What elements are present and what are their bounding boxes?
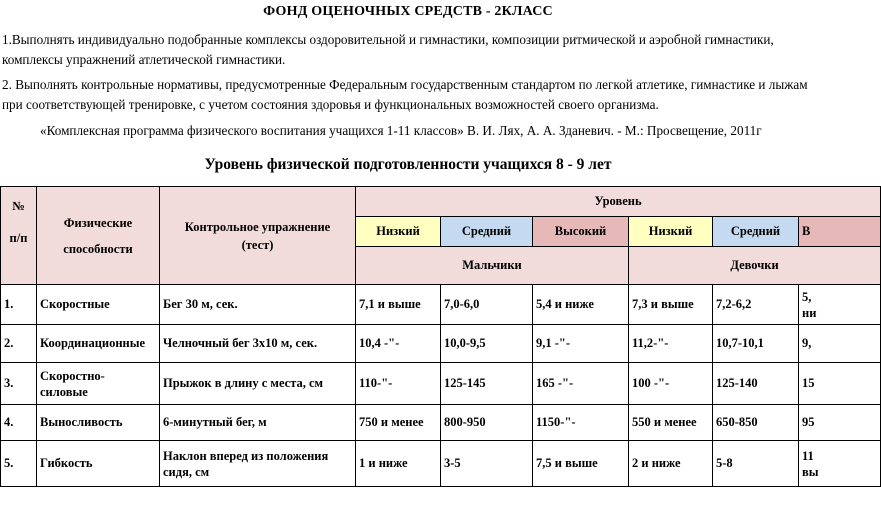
row-number: 2. bbox=[1, 325, 37, 363]
row-boys-low: 750 и менее bbox=[356, 405, 441, 441]
fitness-table bbox=[0, 186, 881, 487]
row-girls-low: 11,2-"- bbox=[629, 325, 713, 363]
header-girls: Девочки bbox=[629, 247, 881, 285]
row-boys-high: 9,1 -"- bbox=[533, 325, 629, 363]
row-boys-mid: 10,0-9,5 bbox=[441, 325, 533, 363]
document-title: ФОНД ОЦЕНОЧНЫХ СРЕДСТВ - 2КЛАСС bbox=[263, 4, 553, 19]
row-number: 3. bbox=[1, 363, 37, 405]
header-boys-mid: Средний bbox=[441, 217, 533, 247]
row-boys-high: 165 -"- bbox=[533, 363, 629, 405]
row-girls-mid: 5-8 bbox=[713, 441, 799, 487]
row-girls-mid: 125-140 bbox=[713, 363, 799, 405]
row-girls-low: 100 -"- bbox=[629, 363, 713, 405]
table-row bbox=[1, 363, 881, 405]
header-ability: Физические способности bbox=[37, 187, 160, 285]
table-row bbox=[1, 325, 881, 363]
row-exercise: Бег 30 м, сек. bbox=[160, 285, 356, 325]
table-row bbox=[1, 405, 881, 441]
row-girls-low: 7,3 и выше bbox=[629, 285, 713, 325]
row-boys-low: 1 и ниже bbox=[356, 441, 441, 487]
row-boys-low: 7,1 и выше bbox=[356, 285, 441, 325]
row-boys-high: 1150-"- bbox=[533, 405, 629, 441]
header-boys-low: Низкий bbox=[356, 217, 441, 247]
row-boys-low: 110-"- bbox=[356, 363, 441, 405]
header-boys: Мальчики bbox=[356, 247, 629, 285]
paragraph-2: 2. Выполнять контрольные нормативы, предусмотренные Федеральным государственным стандартом по легкой атлетике, гимнастике и лыжам при соответствующей тренировке, с учетом состояния здоровья и функциональных возможностей своего организма. bbox=[2, 77, 808, 112]
row-boys-mid: 800-950 bbox=[441, 405, 533, 441]
row-girls-low: 2 и ниже bbox=[629, 441, 713, 487]
row-boys-high: 7,5 и выше bbox=[533, 441, 629, 487]
row-girls-high: 9, bbox=[799, 325, 881, 363]
row-girls-high: 5, ни bbox=[799, 285, 881, 325]
row-ability: Выносливость bbox=[37, 405, 160, 441]
row-exercise: Челночный бег 3х10 м, сек. bbox=[160, 325, 356, 363]
paragraph-1: 1.Выполнять индивидуально подобранные комплексы оздоровительной и гимнастики, композиции ритмической и аэробной гимнастики, комплексы упражнений атлетической гимнастики. bbox=[2, 32, 774, 67]
header-girls-low: Низкий bbox=[629, 217, 713, 247]
row-exercise: Наклон вперед из положения сидя, см bbox=[160, 441, 356, 487]
row-girls-high: 15 bbox=[799, 363, 881, 405]
row-exercise: 6-минутный бег, м bbox=[160, 405, 356, 441]
row-boys-low: 10,4 -"- bbox=[356, 325, 441, 363]
program-reference: «Комплексная программа физического воспитания учащихся 1-11 классов» В. И. Лях, А. А. Зданевич. - М.: Просвещение, 2011г bbox=[40, 123, 762, 138]
row-girls-mid: 650-850 bbox=[713, 405, 799, 441]
table-row bbox=[1, 285, 881, 325]
fitness-table-container bbox=[0, 186, 819, 486]
row-girls-mid: 10,7-10,1 bbox=[713, 325, 799, 363]
header-level: Уровень bbox=[356, 187, 881, 217]
header-exercise: Контрольное упражнение (тест) bbox=[160, 187, 356, 285]
table-row bbox=[1, 441, 881, 487]
row-boys-mid: 7,0-6,0 bbox=[441, 285, 533, 325]
row-number: 5. bbox=[1, 441, 37, 487]
row-girls-mid: 7,2-6,2 bbox=[713, 285, 799, 325]
row-ability: Скоростные bbox=[37, 285, 160, 325]
header-number: № п/п bbox=[1, 187, 37, 285]
row-boys-high: 5,4 и ниже bbox=[533, 285, 629, 325]
header-boys-high: Высокий bbox=[533, 217, 629, 247]
row-boys-mid: 3-5 bbox=[441, 441, 533, 487]
row-exercise: Прыжок в длину с места, см bbox=[160, 363, 356, 405]
row-girls-high: 11 вы bbox=[799, 441, 881, 487]
header-girls-high: В bbox=[799, 217, 881, 247]
row-boys-mid: 125-145 bbox=[441, 363, 533, 405]
row-number: 1. bbox=[1, 285, 37, 325]
row-girls-high: 95 bbox=[799, 405, 881, 441]
row-ability: Гибкость bbox=[37, 441, 160, 487]
row-ability: Скоростно- силовые bbox=[37, 363, 160, 405]
table-subtitle: Уровень физической подготовленности учащихся 8 - 9 лет bbox=[204, 156, 612, 173]
row-ability: Координационные bbox=[37, 325, 160, 363]
header-girls-mid: Средний bbox=[713, 217, 799, 247]
row-number: 4. bbox=[1, 405, 37, 441]
row-girls-low: 550 и менее bbox=[629, 405, 713, 441]
